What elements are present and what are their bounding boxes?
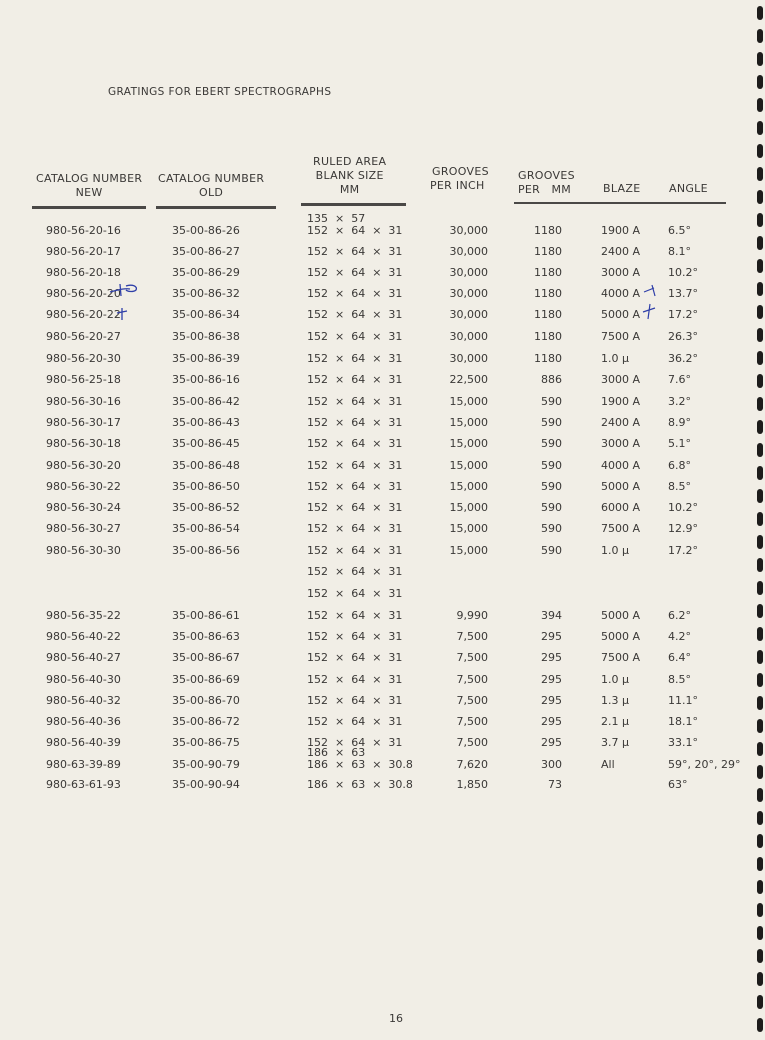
blank-size-cell: 152 × 64 × 31 (307, 287, 403, 300)
catalog-new-cell: 980-56-30-18 (46, 437, 121, 450)
page-number: 16 (389, 1012, 403, 1025)
grooves-per-mm-cell: 1180 (534, 352, 562, 365)
page-title: GRATINGS FOR EBERT SPECTROGRAPHS (108, 86, 332, 98)
binding-hole (757, 443, 763, 457)
blank-size-cell: 152 × 64 × 31 (307, 587, 403, 600)
binding-hole (757, 880, 763, 894)
catalog-new-cell: 980-63-61-93 (46, 778, 121, 791)
grooves-per-inch-cell: 1,850 (456, 778, 488, 791)
binding-hole (757, 305, 763, 319)
binding-hole (757, 1018, 763, 1032)
angle-cell: 12.9° (668, 522, 698, 535)
header-grooves-per-inch (430, 165, 489, 193)
binding-hole (757, 397, 763, 411)
grooves-per-inch-cell: 7,500 (456, 694, 488, 707)
catalog-old-cell: 35-00-86-39 (172, 352, 240, 365)
binding-hole (757, 558, 763, 572)
angle-cell: 59°, 20°, 29° (668, 758, 741, 771)
binding-hole (757, 696, 763, 710)
binding-hole (757, 6, 763, 20)
catalog-old-cell: 35-00-86-27 (172, 245, 240, 258)
binding-hole (757, 29, 763, 43)
catalog-old-cell: 35-00-86-63 (172, 630, 240, 643)
binding-hole (757, 719, 763, 733)
grooves-per-inch-cell: 30,000 (449, 245, 488, 258)
catalog-new-cell: 980-56-20-22 (46, 308, 121, 321)
binding-hole (757, 903, 763, 917)
catalog-old-cell: 35-00-86-16 (172, 373, 240, 386)
grooves-per-inch-cell: 7,500 (456, 715, 488, 728)
angle-cell: 36.2° (668, 352, 698, 365)
binding-hole (757, 604, 763, 618)
blaze-cell: 1.3 μ (601, 694, 629, 707)
catalog-new-cell: 980-56-30-27 (46, 522, 121, 535)
blank-size-cell: 152 × 64 × 31 (307, 736, 403, 749)
grooves-per-inch-cell: 15,000 (449, 544, 488, 557)
catalog-new-cell: 980-56-30-17 (46, 416, 121, 429)
catalog-old-cell: 35-00-86-54 (172, 522, 240, 535)
blaze-cell: 3000 A (601, 373, 641, 386)
catalog-new-cell: 980-56-20-16 (46, 224, 121, 237)
grooves-per-mm-cell: 295 (541, 694, 562, 707)
grooves-per-mm-cell: 590 (541, 544, 562, 557)
grooves-per-inch-cell: 30,000 (449, 352, 488, 365)
binding-hole (757, 995, 763, 1009)
catalog-old-cell: 35-00-86-67 (172, 651, 240, 664)
binding-hole (757, 190, 763, 204)
binding-hole (757, 489, 763, 503)
blank-size-cell: 152 × 64 × 31 (307, 352, 403, 365)
blaze-cell: 1900 A (601, 395, 641, 408)
blank-size-cell: 152 × 64 × 31 (307, 437, 403, 450)
blank-size-cell: 152 × 64 × 31 (307, 459, 403, 472)
angle-cell: 8.9° (668, 416, 691, 429)
grooves-per-mm-cell: 590 (541, 501, 562, 514)
angle-cell: 8.5° (668, 480, 691, 493)
angle-cell: 3.2° (668, 395, 691, 408)
binding-hole (757, 926, 763, 940)
catalog-old-cell: 35-00-86-29 (172, 266, 240, 279)
grooves-per-mm-cell: 394 (541, 609, 562, 622)
blaze-cell: 4000 A (601, 459, 641, 472)
header-rule-area (301, 203, 406, 206)
header-ruled-area-line3: MM (339, 183, 360, 196)
header-grooves-per-mm-line1: GROOVES (518, 169, 575, 182)
catalog-old-cell: 35-00-90-94 (172, 778, 240, 791)
catalog-old-cell: 35-00-86-52 (172, 501, 240, 514)
header-blaze: BLAZE (603, 182, 641, 195)
binding-hole (757, 765, 763, 779)
blank-size-cell: 152 × 64 × 31 (307, 522, 403, 535)
grooves-per-inch-cell: 7,500 (456, 651, 488, 664)
header-catalog-new-line2: NEW (75, 186, 103, 199)
binding-hole (757, 788, 763, 802)
angle-cell: 10.2° (668, 266, 698, 279)
grooves-per-mm-cell: 295 (541, 673, 562, 686)
angle-cell: 17.2° (668, 544, 698, 557)
angle-cell: 10.2° (668, 501, 698, 514)
header-catalog-new-line1: CATALOG NUMBER (36, 172, 143, 185)
blank-size-cell: 152 × 64 × 31 (307, 373, 403, 386)
header-ruled-area (313, 155, 386, 197)
angle-cell: 8.5° (668, 673, 691, 686)
blaze-cell: 6000 A (601, 501, 641, 514)
grooves-per-mm-cell: 295 (541, 651, 562, 664)
blaze-cell: 2400 A (601, 416, 641, 429)
grooves-per-mm-cell: 1180 (534, 224, 562, 237)
binding-hole (757, 857, 763, 871)
angle-cell: 13.7° (668, 287, 698, 300)
binding-hole (757, 535, 763, 549)
header-grooves-per-mm (518, 169, 575, 197)
catalog-old-cell: 35-00-86-50 (172, 480, 240, 493)
catalog-old-cell: 35-00-86-61 (172, 609, 240, 622)
blank-size-cell: 152 × 64 × 31 (307, 245, 403, 258)
catalog-old-cell: 35-00-86-38 (172, 330, 240, 343)
blaze-cell: 2.1 μ (601, 715, 629, 728)
blaze-cell: 4000 A (601, 287, 641, 300)
binding-hole (757, 811, 763, 825)
spiral-binding (747, 0, 765, 1040)
grooves-per-mm-cell: 590 (541, 522, 562, 535)
catalog-old-cell: 35-00-86-43 (172, 416, 240, 429)
catalog-new-cell: 980-63-39-89 (46, 758, 121, 771)
catalog-old-cell: 35-00-86-75 (172, 736, 240, 749)
blaze-cell: 1.0 μ (601, 352, 629, 365)
binding-hole (757, 581, 763, 595)
grooves-per-inch-cell: 7,500 (456, 736, 488, 749)
grooves-per-inch-cell: 22,500 (449, 373, 488, 386)
catalog-new-cell: 980-56-40-27 (46, 651, 121, 664)
blaze-cell: 2400 A (601, 245, 641, 258)
grooves-per-inch-cell: 15,000 (449, 522, 488, 535)
header-grooves-per-inch-line2: PER INCH (430, 179, 485, 192)
blaze-cell: 5000 A (601, 609, 641, 622)
catalog-new-cell: 980-56-20-17 (46, 245, 121, 258)
grooves-per-mm-cell: 1180 (534, 330, 562, 343)
binding-hole (757, 673, 763, 687)
blaze-cell: 1.0 μ (601, 673, 629, 686)
grooves-per-inch-cell: 30,000 (449, 287, 488, 300)
blank-size-cell: 152 × 64 × 31 (307, 501, 403, 514)
catalog-new-cell: 980-56-40-22 (46, 630, 121, 643)
binding-hole (757, 650, 763, 664)
angle-cell: 5.1° (668, 437, 691, 450)
blank-size-cell: 152 × 64 × 31 (307, 224, 403, 237)
grooves-per-mm-cell: 590 (541, 395, 562, 408)
binding-hole (757, 972, 763, 986)
header-catalog-old (158, 172, 264, 200)
grooves-per-inch-cell: 7,500 (456, 673, 488, 686)
catalog-old-cell: 35-00-86-69 (172, 673, 240, 686)
binding-hole (757, 420, 763, 434)
grooves-per-mm-cell: 1180 (534, 287, 562, 300)
grooves-per-mm-cell: 590 (541, 416, 562, 429)
grooves-per-inch-cell: 9,990 (456, 609, 488, 622)
grooves-per-inch-cell: 30,000 (449, 266, 488, 279)
angle-cell: 26.3° (668, 330, 698, 343)
binding-hole (757, 282, 763, 296)
catalog-new-cell: 980-56-40-30 (46, 673, 121, 686)
catalog-new-cell: 980-56-40-39 (46, 736, 121, 749)
blaze-cell: 5000 A (601, 480, 641, 493)
catalog-new-cell: 980-56-30-24 (46, 501, 121, 514)
blaze-cell: 1900 A (601, 224, 641, 237)
blaze-cell: 3000 A (601, 437, 641, 450)
catalog-new-cell: 980-56-20-18 (46, 266, 121, 279)
blaze-cell: 3000 A (601, 266, 641, 279)
binding-hole (757, 98, 763, 112)
binding-hole (757, 834, 763, 848)
ruled-area-cell: 135 × 57 (307, 212, 366, 225)
blank-size-cell: 152 × 64 × 31 (307, 266, 403, 279)
binding-hole (757, 75, 763, 89)
header-catalog-old-line1: CATALOG NUMBER (158, 172, 265, 185)
blank-size-cell: 152 × 64 × 31 (307, 673, 403, 686)
grooves-per-mm-cell: 886 (541, 373, 562, 386)
angle-cell: 18.1° (668, 715, 698, 728)
catalog-new-cell: 980-56-30-22 (46, 480, 121, 493)
catalog-old-cell: 35-00-86-56 (172, 544, 240, 557)
blaze-cell: 7500 A (601, 651, 641, 664)
header-ruled-area-line1: RULED AREA (313, 155, 387, 168)
grooves-per-mm-cell: 1180 (534, 245, 562, 258)
header-grooves-per-inch-line1: GROOVES (432, 165, 489, 178)
binding-hole (757, 121, 763, 135)
grooves-per-inch-cell: 30,000 (449, 224, 488, 237)
blaze-cell: 5000 A (601, 630, 641, 643)
catalog-old-cell: 35-00-86-45 (172, 437, 240, 450)
binding-hole (757, 328, 763, 342)
catalog-new-cell: 980-56-40-36 (46, 715, 121, 728)
blank-size-cell: 152 × 64 × 31 (307, 416, 403, 429)
angle-cell: 11.1° (668, 694, 698, 707)
grooves-per-inch-cell: 7,500 (456, 630, 488, 643)
header-rule-new (32, 206, 146, 209)
blank-size-cell: 152 × 64 × 31 (307, 395, 403, 408)
angle-cell: 33.1° (668, 736, 698, 749)
grooves-per-inch-cell: 15,000 (449, 459, 488, 472)
binding-hole (757, 466, 763, 480)
angle-cell: 63° (668, 778, 688, 791)
catalog-new-cell: 980-56-30-20 (46, 459, 121, 472)
binding-hole (757, 627, 763, 641)
binding-hole (757, 52, 763, 66)
grooves-per-inch-cell: 15,000 (449, 395, 488, 408)
header-angle: ANGLE (669, 182, 708, 195)
handwritten-tick-icon (640, 282, 666, 320)
blank-size-cell: 152 × 64 × 31 (307, 480, 403, 493)
catalog-new-cell: 980-56-30-30 (46, 544, 121, 557)
blank-size-cell: 152 × 64 × 31 (307, 565, 403, 578)
blaze-cell: 7500 A (601, 330, 641, 343)
grooves-per-mm-cell: 295 (541, 736, 562, 749)
grooves-per-mm-cell: 590 (541, 437, 562, 450)
header-rule-right (514, 202, 726, 204)
grooves-per-mm-cell: 590 (541, 480, 562, 493)
grooves-per-inch-cell: 30,000 (449, 308, 488, 321)
blank-size-cell: 152 × 64 × 31 (307, 630, 403, 643)
binding-hole (757, 374, 763, 388)
grooves-per-inch-cell: 7,620 (456, 758, 488, 771)
grooves-per-mm-cell: 73 (548, 778, 562, 791)
grooves-per-mm-cell: 295 (541, 715, 562, 728)
catalog-old-cell: 35-00-86-26 (172, 224, 240, 237)
blank-size-cell: 152 × 64 × 31 (307, 609, 403, 622)
catalog-old-cell: 35-00-86-32 (172, 287, 240, 300)
blaze-cell: All (601, 758, 615, 771)
grooves-per-inch-cell: 30,000 (449, 330, 488, 343)
angle-cell: 17.2° (668, 308, 698, 321)
catalog-new-cell: 980-56-40-32 (46, 694, 121, 707)
blank-size-cell: 152 × 64 × 31 (307, 694, 403, 707)
blaze-cell: 7500 A (601, 522, 641, 535)
grooves-per-mm-cell: 1180 (534, 266, 562, 279)
catalog-new-cell: 980-56-20-20 (46, 287, 121, 300)
grooves-per-inch-cell: 15,000 (449, 480, 488, 493)
header-ruled-area-line2: BLANK SIZE (315, 169, 384, 182)
binding-hole (757, 512, 763, 526)
binding-hole (757, 213, 763, 227)
blank-size-cell: 186 × 63 × 30.8 (307, 778, 413, 791)
header-catalog-new (36, 172, 142, 200)
binding-hole (757, 259, 763, 273)
binding-hole (757, 167, 763, 181)
ruled-area-cell: 186 × 63 (307, 746, 366, 759)
blank-size-cell: 152 × 64 × 31 (307, 308, 403, 321)
catalog-old-cell: 35-00-86-70 (172, 694, 240, 707)
angle-cell: 6.8° (668, 459, 691, 472)
angle-cell: 8.1° (668, 245, 691, 258)
grooves-per-inch-cell: 15,000 (449, 437, 488, 450)
binding-hole (757, 949, 763, 963)
grooves-per-mm-cell: 1180 (534, 308, 562, 321)
blank-size-cell: 152 × 64 × 31 (307, 715, 403, 728)
binding-hole (757, 144, 763, 158)
header-catalog-old-line2: OLD (199, 186, 224, 199)
angle-cell: 6.4° (668, 651, 691, 664)
catalog-old-cell: 35-00-86-42 (172, 395, 240, 408)
blank-size-cell: 152 × 64 × 31 (307, 544, 403, 557)
blank-size-cell: 152 × 64 × 31 (307, 330, 403, 343)
grooves-per-mm-cell: 295 (541, 630, 562, 643)
catalog-old-cell: 35-00-86-48 (172, 459, 240, 472)
blaze-cell: 1.0 μ (601, 544, 629, 557)
catalog-old-cell: 35-00-90-79 (172, 758, 240, 771)
angle-cell: 4.2° (668, 630, 691, 643)
blaze-cell: 5000 A (601, 308, 641, 321)
blank-size-cell: 152 × 64 × 31 (307, 651, 403, 664)
catalog-new-cell: 980-56-30-16 (46, 395, 121, 408)
catalog-old-cell: 35-00-86-72 (172, 715, 240, 728)
angle-cell: 6.2° (668, 609, 691, 622)
grooves-per-mm-cell: 300 (541, 758, 562, 771)
handwritten-mark-icon (108, 280, 142, 320)
binding-hole (757, 351, 763, 365)
header-grooves-per-mm-line2: PER MM (518, 183, 572, 196)
blank-size-cell: 186 × 63 × 30.8 (307, 758, 413, 771)
angle-cell: 7.6° (668, 373, 691, 386)
grooves-per-mm-cell: 590 (541, 459, 562, 472)
catalog-new-cell: 980-56-20-30 (46, 352, 121, 365)
blaze-cell: 3.7 μ (601, 736, 629, 749)
catalog-new-cell: 980-56-20-27 (46, 330, 121, 343)
binding-hole (757, 236, 763, 250)
angle-cell: 6.5° (668, 224, 691, 237)
header-rule-old (156, 206, 276, 209)
catalog-new-cell: 980-56-25-18 (46, 373, 121, 386)
catalog-new-cell: 980-56-35-22 (46, 609, 121, 622)
binding-hole (757, 742, 763, 756)
grooves-per-inch-cell: 15,000 (449, 501, 488, 514)
catalog-old-cell: 35-00-86-34 (172, 308, 240, 321)
grooves-per-inch-cell: 15,000 (449, 416, 488, 429)
